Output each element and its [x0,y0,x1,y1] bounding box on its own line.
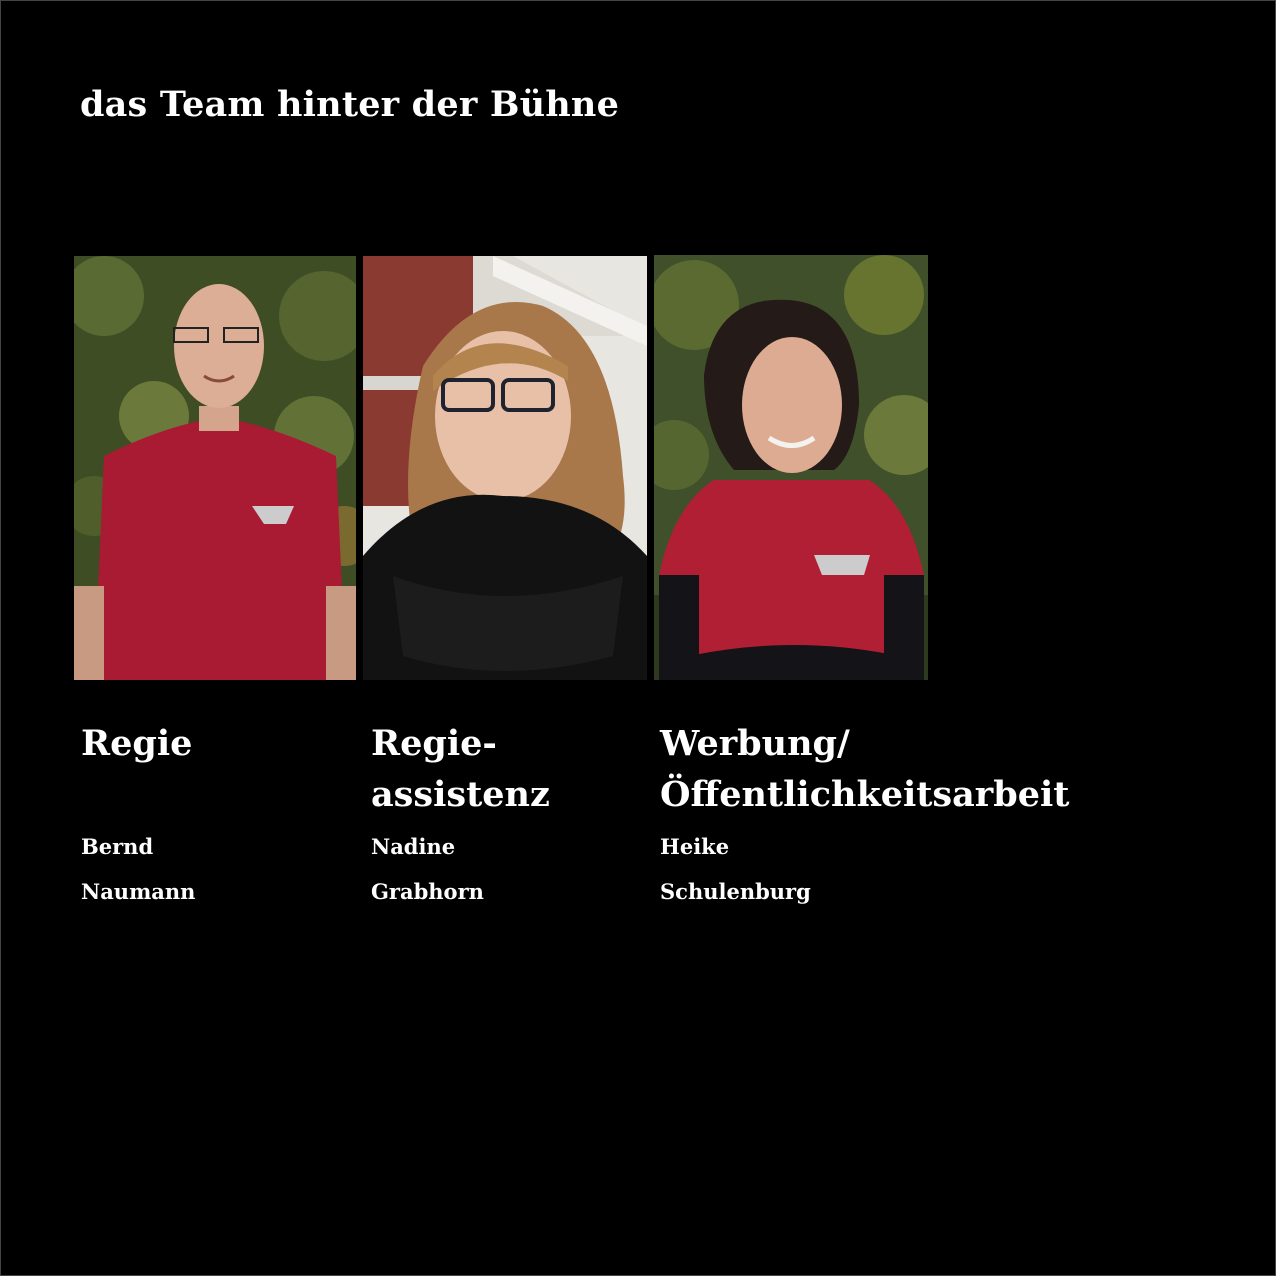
page-title: das Team hinter der Bühne [80,84,620,125]
member-1-role: Regie [81,723,193,764]
member-2-first-name: Nadine [371,834,456,859]
member-2-last-name: Grabhorn [371,879,484,904]
photo-member-3 [654,255,928,680]
member-1-first-name: Bernd [81,834,154,859]
member-3-last-name: Schulenburg [660,879,811,904]
photo-member-2 [363,256,647,680]
member-3-first-name: Heike [660,834,730,859]
member-1-last-name: Naumann [81,879,196,904]
photo-member-1 [74,256,356,680]
member-3-role: Werbung/ Öffentlichkeitsarbeit [660,723,1070,815]
member-2-role: Regie- assistenz [371,723,550,815]
